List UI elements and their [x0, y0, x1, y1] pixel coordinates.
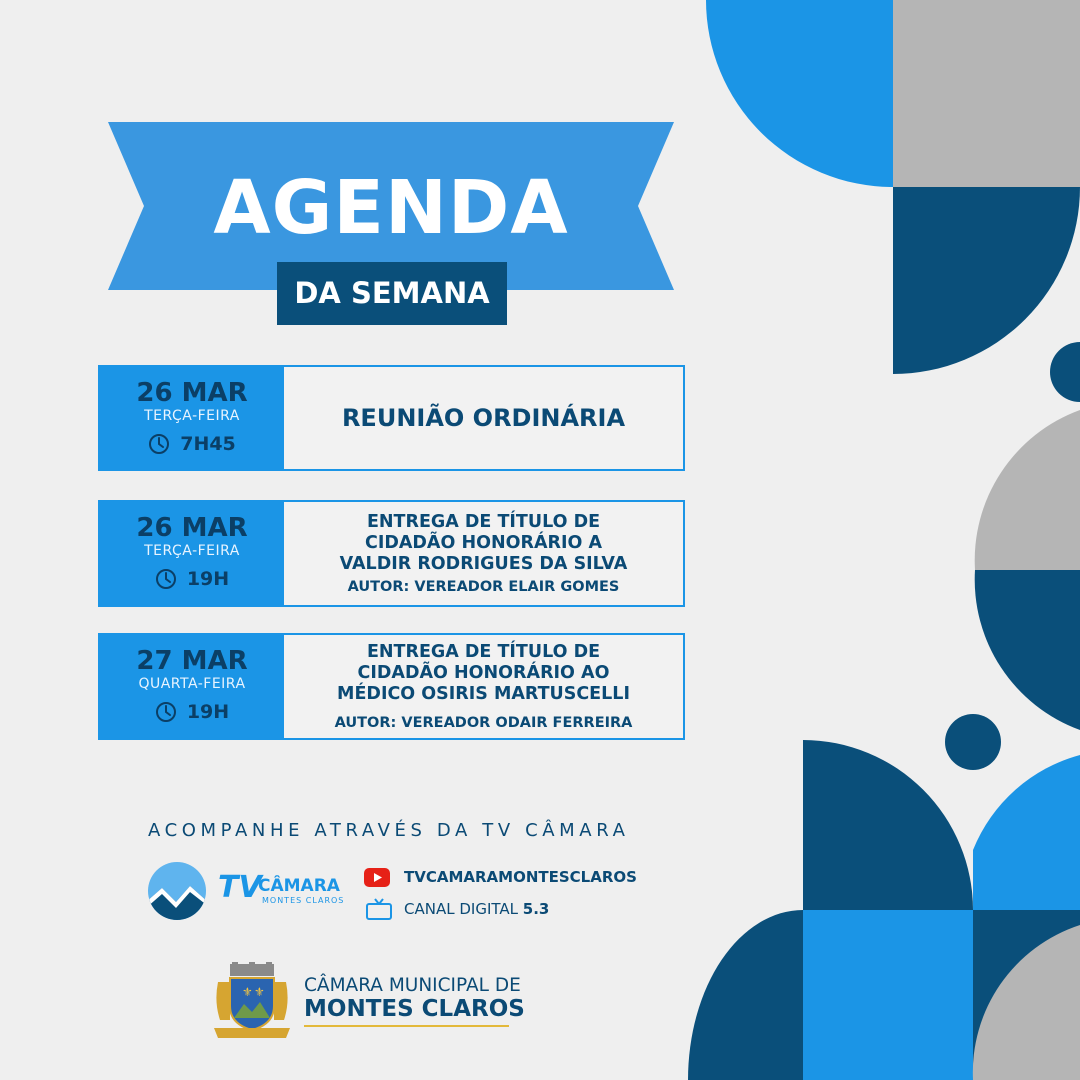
- clock-icon: [155, 568, 177, 590]
- event-date: 27 MAR: [136, 646, 248, 676]
- event-weekday: TERÇA-FEIRA: [144, 543, 240, 559]
- clock-icon: [155, 701, 177, 723]
- event-author: AUTOR: VEREADOR ELAIR GOMES: [347, 579, 620, 595]
- event-card: [98, 633, 685, 740]
- event-title-line: VALDIR RODRIGUES DA SILVA: [339, 554, 628, 574]
- svg-text:⚜: ⚜: [254, 985, 265, 999]
- channel-label: CANAL DIGITAL: [404, 900, 518, 918]
- event-card: [98, 365, 685, 471]
- event-time: 19H: [186, 568, 230, 590]
- follow-text: ACOMPANHE ATRAVÉS DA TV CÂMARA: [148, 820, 630, 841]
- clock-icon: [148, 433, 170, 455]
- event-title-line: CIDADÃO HONORÁRIO AO: [357, 663, 610, 683]
- deco-dark-quarter-bottom: [803, 740, 973, 910]
- event-weekday: TERÇA-FEIRA: [144, 408, 240, 424]
- deco-quarter-top-blue: [706, 0, 893, 187]
- event-date: 26 MAR: [136, 513, 248, 543]
- event-time: 19H: [186, 701, 230, 723]
- event-date-box: [100, 367, 284, 469]
- event-title-line: MÉDICO OSIRIS MARTUSCELLI: [337, 684, 630, 704]
- footer-underline: [304, 1025, 509, 1027]
- event-time: 7H45: [180, 433, 236, 455]
- event-weekday: QUARTA-FEIRA: [138, 676, 246, 692]
- event-time-row: [100, 701, 284, 723]
- event-title-line: ENTREGA DE TÍTULO DE: [366, 512, 601, 532]
- footer-institution-line2: MONTES CLAROS: [304, 996, 525, 1022]
- event-description: [284, 502, 683, 605]
- event-time-row: [100, 433, 284, 455]
- event-author: AUTOR: VEREADOR ODAIR FERREIRA: [334, 715, 633, 731]
- tv-logo-city: MONTES CLAROS: [262, 896, 345, 905]
- event-description: [284, 367, 683, 469]
- svg-text:⚜: ⚜: [242, 985, 253, 999]
- deco-gray-square-top: [893, 0, 1080, 187]
- deco-small-circle-right: [1050, 342, 1080, 402]
- tv-set-icon: [366, 898, 392, 920]
- deco-dark-quarter: [893, 187, 1080, 374]
- event-card: [98, 500, 685, 607]
- deco-blue-square-bottom: [803, 910, 973, 1080]
- tv-logo-camara: CÂMARA: [258, 876, 340, 896]
- event-date-box: [100, 635, 284, 738]
- page-title: AGENDA: [213, 165, 569, 251]
- coat-of-arms-icon: [210, 962, 294, 1040]
- event-description: [284, 635, 683, 738]
- youtube-handle[interactable]: TVCAMARAMONTESCLAROS: [404, 868, 637, 886]
- tv-logo-tv: TV: [218, 870, 262, 905]
- deco-blue-quarter-right: [973, 755, 1080, 910]
- page-subtitle: DA SEMANA: [277, 262, 507, 325]
- channel-number: 5.3: [522, 900, 550, 918]
- event-title-line: ENTREGA DE TÍTULO DE: [366, 642, 601, 662]
- footer-institution-line1: CÂMARA MUNICIPAL DE: [304, 975, 521, 996]
- deco-small-circle-center: [945, 714, 1001, 770]
- channel-info: [404, 900, 549, 919]
- mountain-logo-icon: [146, 862, 208, 920]
- deco-dark-semicircle: [975, 570, 1080, 730]
- deco-gray-semicircle: [975, 410, 1080, 570]
- event-date: 26 MAR: [136, 378, 248, 408]
- event-title-line: CIDADÃO HONORÁRIO A: [364, 533, 603, 553]
- youtube-icon: [364, 868, 390, 887]
- deco-dark-bottom-left: [688, 910, 803, 1080]
- event-date-box: [100, 502, 284, 605]
- event-time-row: [100, 568, 284, 590]
- event-title: REUNIÃO ORDINÁRIA: [341, 403, 626, 432]
